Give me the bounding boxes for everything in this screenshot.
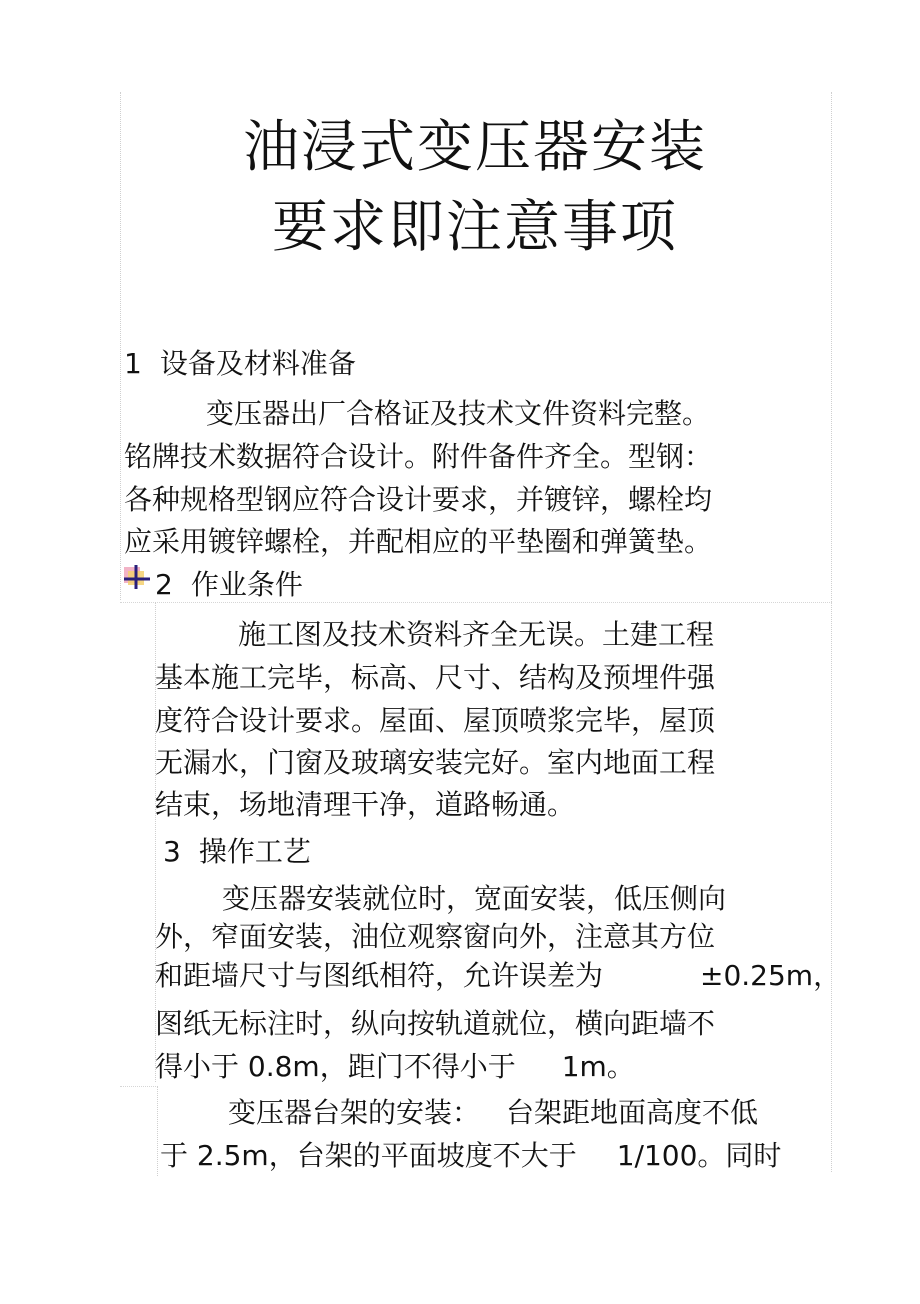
section-2-heading bbox=[155, 565, 303, 605]
section-title: 作业条件 bbox=[190, 568, 303, 601]
paragraph-divider bbox=[120, 1086, 156, 1087]
margin-guide-right bbox=[831, 92, 832, 1172]
paragraph-line bbox=[155, 956, 603, 996]
paragraph-line: 结束，场地清理干净，道路畅通。 bbox=[155, 788, 576, 821]
line-text: 台架距地面高度不低 bbox=[506, 1096, 759, 1129]
document-title-line-1: 油浸式变压器安装 bbox=[243, 115, 707, 180]
section-number: 1 bbox=[124, 347, 142, 380]
section-number: 3 bbox=[163, 835, 181, 868]
line-text: 变压器台架的安装： bbox=[228, 1096, 481, 1129]
paragraph-line: 变压器安装就位时，宽面安装，低压侧向 bbox=[222, 882, 727, 915]
paragraph-line bbox=[155, 1047, 635, 1087]
tolerance-value: ±0.25m， bbox=[700, 959, 842, 992]
line-text: 于 2.5m，台架的平面坡度不大于 bbox=[160, 1139, 577, 1172]
line-text: 和距墙尺寸与图纸相符，允许误差为 bbox=[155, 959, 604, 992]
slope-value: 1/100。同时 bbox=[616, 1139, 782, 1172]
section-3-heading bbox=[163, 832, 311, 872]
section-title: 设备及材料准备 bbox=[159, 347, 356, 380]
section-title: 操作工艺 bbox=[198, 835, 311, 868]
line-text: 得小于 0.8m，距门不得小于 bbox=[155, 1050, 516, 1083]
paragraph-line: 变压器出厂合格证及技术文件资料完整。 bbox=[206, 397, 711, 430]
paragraph-line: 度符合设计要求。屋面、屋顶喷浆完毕，屋顶 bbox=[155, 704, 716, 737]
paragraph-line: 基本施工完毕，标高、尺寸、结构及预埋件强 bbox=[155, 661, 716, 694]
document-title-line-2: 要求即注意事项 bbox=[272, 195, 678, 260]
box-guide-left-lower bbox=[157, 1086, 158, 1176]
paragraph-line: 应采用镀锌螺栓，并配相应的平垫圈和弹簧垫。 bbox=[124, 525, 713, 558]
move-anchor-icon[interactable] bbox=[122, 563, 152, 591]
section-1-heading bbox=[124, 344, 356, 384]
paragraph-line: 各种规格型钢应符合设计要求，并镀锌，螺栓均 bbox=[124, 483, 713, 516]
distance-value: 1m。 bbox=[561, 1050, 635, 1083]
paragraph-line: 图纸无标注时，纵向按轨道就位，横向距墙不 bbox=[155, 1007, 716, 1040]
paragraph-line: 外，窄面安装，油位观察窗向外，注意其方位 bbox=[155, 920, 716, 953]
paragraph-line: 无漏水，门窗及玻璃安装完好。室内地面工程 bbox=[155, 746, 716, 779]
paragraph-line: 铭牌技术数据符合设计。附件备件齐全。型钢： bbox=[124, 440, 713, 473]
paragraph-line bbox=[160, 1136, 781, 1176]
paragraph-line: 施工图及技术资料齐全无误。土建工程 bbox=[238, 618, 715, 651]
section-number: 2 bbox=[155, 568, 173, 601]
paragraph-line bbox=[228, 1093, 758, 1133]
